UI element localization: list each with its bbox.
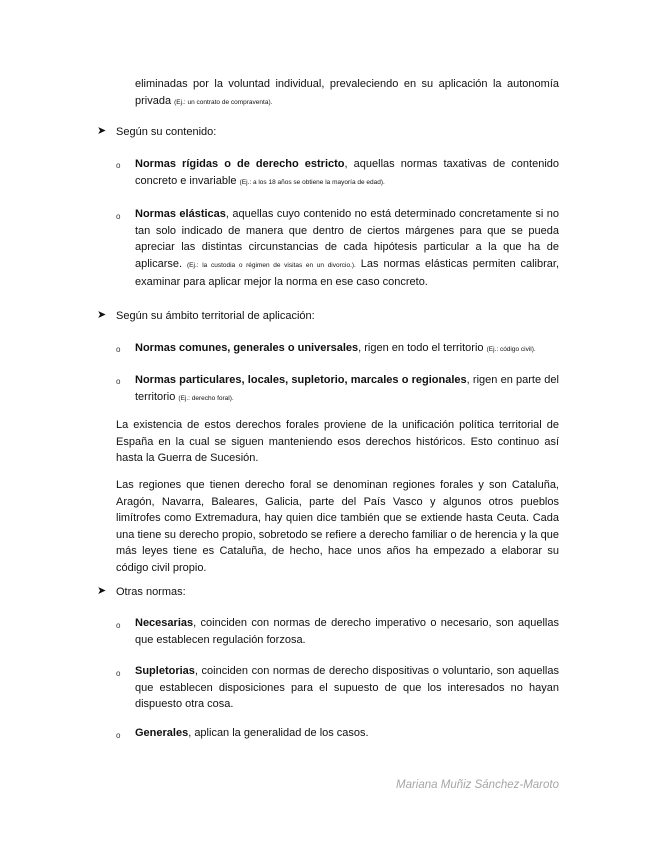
circle-bullet-icon: o [116,345,121,354]
list-item-text: , aplican la generalidad de los casos. [188,727,369,739]
paragraph-foral-regions: Las regiones que tienen derecho foral se denominan regiones forales y son Cataluña, Aragón, Navarra, Baleares, Galicia, parte del País Vasco y algunos otros pueblos limítrofes como Extremadura, hay quien dice también que se extiende hasta Ceuta. Cada una tiene su derecho propio, sobretodo se refiere a derecho familiar o de herencia y la que más leyes tiene es Cataluña, de hecho, hace unos años ha empezado a elaborar su código civil propio. [116,479,559,574]
circle-bullet-icon: o [116,212,121,221]
circle-bullet-icon: o [116,161,121,170]
section-heading-otras: Otras normas: [116,586,186,598]
list-item [135,615,559,648]
list-item-example: (Ej.: a los 18 años se obtiene la mayoría de edad). [239,178,385,186]
list-item [135,663,559,713]
list-item-term: Necesarias [135,617,194,629]
footer-author: Mariana Muñiz Sánchez-Maroto [396,779,559,791]
circle-bullet-icon: o [116,621,121,630]
list-item-text: , aquellas cuyo contenido no está determinado concretamente si no tan solo indicado de manera que dentro de ciertos márgenes para que se pueda apreciar las distintas circunstancias de cada hipótesis particular a la que ha de aplicarse. [135,208,559,270]
list-item-text: , rigen en todo el territorio [358,342,484,354]
list-item-text: , aquellas normas taxativas de contenido concreto e invariable [135,158,560,187]
paragraph-foral-origin: La existencia de estos derechos forales proviene de la unificación política territorial de España en la cual se siguen manteniendo esos derechos históricos. Esto continuo así hasta la Guerra de Sucesión. [116,419,559,465]
list-item [135,725,559,742]
list-item-term: Normas particulares, locales, supletorio, marcales o regionales [135,374,467,386]
arrow-bullet-icon: ➤ [97,125,107,137]
list-item-text: , coinciden con normas de derecho dispositivas o voluntario, son aquellas que establecen disposiciones para el supuesto de que los interesados no hayan dispuesto otra cosa. [135,665,559,711]
circle-bullet-icon: o [116,731,121,740]
section-heading-contenido: Según su contenido: [116,126,217,138]
intro-paragraph [135,76,559,111]
list-item-example: (Ej.: código civil). [486,346,536,353]
list-item-term: Generales [135,727,189,739]
list-item-example: (Ej.: derecho foral). [178,394,234,402]
list-item [135,372,559,407]
list-item-term: Supletorias [135,665,195,677]
list-item-text: , coinciden con normas de derecho imperativo o necesario, son aquellas que establecen regulación forzosa. [135,617,559,646]
list-item [135,340,559,359]
list-item-term: Normas rígidas o de derecho estricto [135,158,345,170]
section-heading-ambito: Según su ámbito territorial de aplicación: [116,310,315,322]
list-item-term: Normas comunes, generales o universales [135,342,359,354]
circle-bullet-icon: o [116,669,121,678]
intro-example: (Ej.: un contrato de compraventa). [174,98,273,106]
intro-text: eliminadas por la voluntad individual, prevaleciendo en su aplicación la autonomía privada [135,78,559,107]
list-item-example: (Ej.: la custodia o régimen de visitas en un divorcio.). [187,261,356,269]
circle-bullet-icon: o [116,377,121,386]
list-item-term: Normas elásticas [135,208,226,220]
list-item [135,206,559,291]
list-item [135,156,559,191]
arrow-bullet-icon: ➤ [97,585,107,597]
list-item-after-text: Las normas elásticas permiten calibrar, examinar para aplicar mejor la norma en ese caso concreto. [135,257,559,289]
arrow-bullet-icon: ➤ [97,309,107,321]
list-item-text: , rigen en parte del territorio [135,374,559,403]
